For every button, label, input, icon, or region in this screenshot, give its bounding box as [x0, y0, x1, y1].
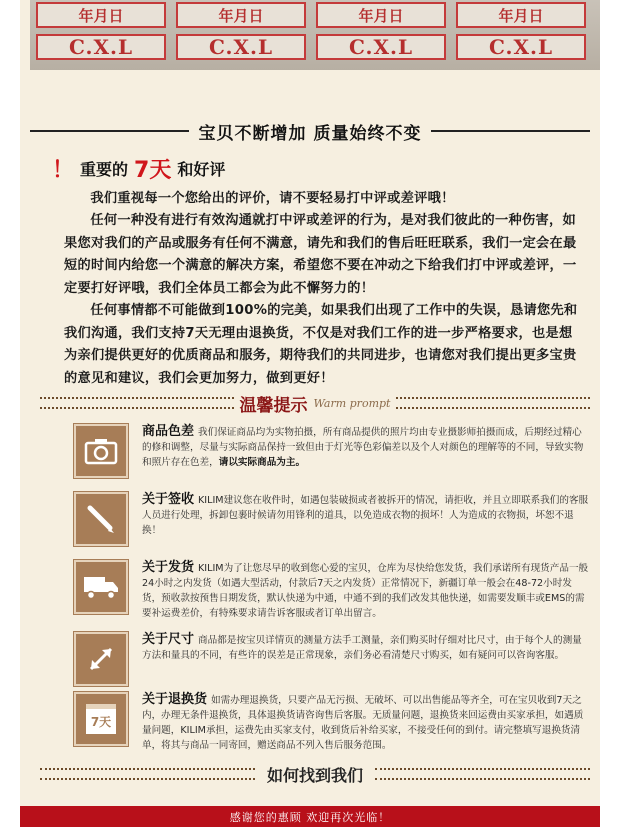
tip-title: 关于发货: [142, 560, 195, 575]
ornament-divider: [40, 397, 234, 409]
tip-text: KILIM为了让您尽早的收到您心爱的宝贝，仓库为尽快给您发货，我们承诺所有现货产品一般24小时之内发货（如遇大型活动，付款后7天之内发货）正常情况下，新疆订单一般会在48-72小时发货，预收款按预售日期发货，默认快递为中通，中通不到的我们改发其他快递，如需要发顺丰或EMS的需要补运费差价，有特殊要求请告诉客服或者订单出留言。: [142, 563, 589, 619]
tip-body: [142, 632, 590, 663]
size-label: C.X.L: [36, 34, 166, 60]
resize-icon: [74, 632, 128, 686]
important-highlight: 7天: [134, 158, 172, 183]
page-container: [20, 0, 600, 827]
tip-title: 商品色差: [142, 424, 195, 439]
date-label: 年月日: [176, 2, 306, 28]
exclamation-icon: ！: [52, 158, 75, 183]
date-label: 年月日: [456, 2, 586, 28]
find-us-title: 如何找到我们: [267, 765, 364, 785]
notice-paragraph: 我们重视每一个您给出的评价，请不要轻易打中评或差评哦！: [90, 191, 455, 206]
truck-icon: [74, 560, 128, 614]
find-us-heading: [40, 763, 590, 785]
warm-prompt-title: 温馨提示: [239, 395, 308, 416]
calendar-7-icon: [74, 692, 128, 746]
label-row-size: [30, 34, 600, 60]
calendar-face: 7天: [86, 704, 116, 734]
divider-line: [431, 130, 590, 132]
tip-title: 关于退换货: [142, 692, 208, 707]
warm-prompt-subtitle: Warm prompt: [313, 396, 391, 410]
slogan-banner: [30, 116, 590, 146]
size-label: C.X.L: [316, 34, 446, 60]
important-heading: [52, 153, 225, 184]
tip-title: 关于签收: [142, 492, 195, 507]
slogan-text: 宝贝不断增加 质量始终不变: [198, 123, 422, 144]
notice-paragraph: 任何事情都不可能做到100%的完美，如果我们出现了工作中的失误，恳请您先和我们沟通，我们支持7天无理由退换货，不仅是对我们工作的进一步严格要求，也是想为亲们提供更好的优质商品和服务，期待我们的共同进步，也请您对我们提出更多宝贵的意见和建议，我们会更加努力，做到更好！: [64, 303, 578, 386]
label-row-date: [30, 2, 600, 28]
thanks-footer: 感谢您的惠顾 欢迎再次光临！: [20, 806, 600, 827]
important-suffix: 和好评: [177, 160, 226, 179]
divider-line: [30, 130, 189, 132]
size-label: C.X.L: [176, 34, 306, 60]
ornament-divider: [375, 768, 590, 780]
tip-body: [142, 492, 590, 538]
warm-prompt-heading: [40, 392, 590, 414]
tip-emphasis: 请以实际商品为主。: [218, 457, 306, 468]
tip-text: KILIM建议您在收件时，如遇包装破损或者被拆开的情况，请拒收，并且立即联系我们的客服人员进行处理，拆卸包裹时候请勿用锋利的道具，以免造成衣物的损坏！人为造成的衣物损，坏恕不退换！: [142, 495, 589, 536]
date-label: 年月日: [36, 2, 166, 28]
date-label: 年月日: [316, 2, 446, 28]
ornament-divider: [396, 397, 590, 409]
tip-body: [142, 560, 590, 621]
important-prefix: 重要的: [80, 160, 129, 179]
tip-title: 关于尺寸: [142, 632, 195, 647]
camera-icon: [74, 424, 128, 478]
tip-body: [142, 424, 590, 470]
pen-icon: [74, 492, 128, 546]
tip-text: 我们保证商品均为实物拍摄，所有商品提供的照片均由专业摄影师拍摄而成，后期经过精心的修和调整，尽量与实际商品保持一致但由于灯光等色彩偏差以及个人对颜色的理解等的不同，导致实物和照片存在色差，: [142, 427, 584, 468]
tip-text: 如需办理退换货，只要产品无污损、无破坏、可以出售能品等齐全，可在宝贝收到7天之内，办理无条件退换货，具体退换货请咨询售后客服。无质量问题，退换货来回运费由买家承担，如遇质量问题，KILIM承担，运费先由买家支付，收到货后补给买家，不接受任何的到付。请完整填写退换货清单，将其与商品一同寄回，赠送商品不列入售后服务范围。: [142, 695, 584, 751]
notice-paragraph: 任何一种没有进行有效沟通就打中评或差评的行为，是对我们彼此的一种伤害，如果您对我们的产品或服务有任何不满意，请先和我们的售后旺旺联系，我们一定会在最短的时间内给您一个满意的解决方案，希望您不要在冲动之下给我们打中评或差评，一定要打好评哦，我们全体员工都会为此不懈努力的！: [64, 213, 577, 296]
product-label-photo: [30, 0, 600, 70]
tip-text: 商品都是按宝贝详情页的测量方法手工测量，亲们购买时仔细对比尺寸，由于每个人的测量方法和量具的不同，有些许的误差是正常现象，亲们务必看清楚尺寸购买，如有疑问可以咨询客服。: [142, 635, 582, 661]
ornament-divider: [40, 768, 255, 780]
size-label: C.X.L: [456, 34, 586, 60]
tip-body: [142, 692, 590, 753]
